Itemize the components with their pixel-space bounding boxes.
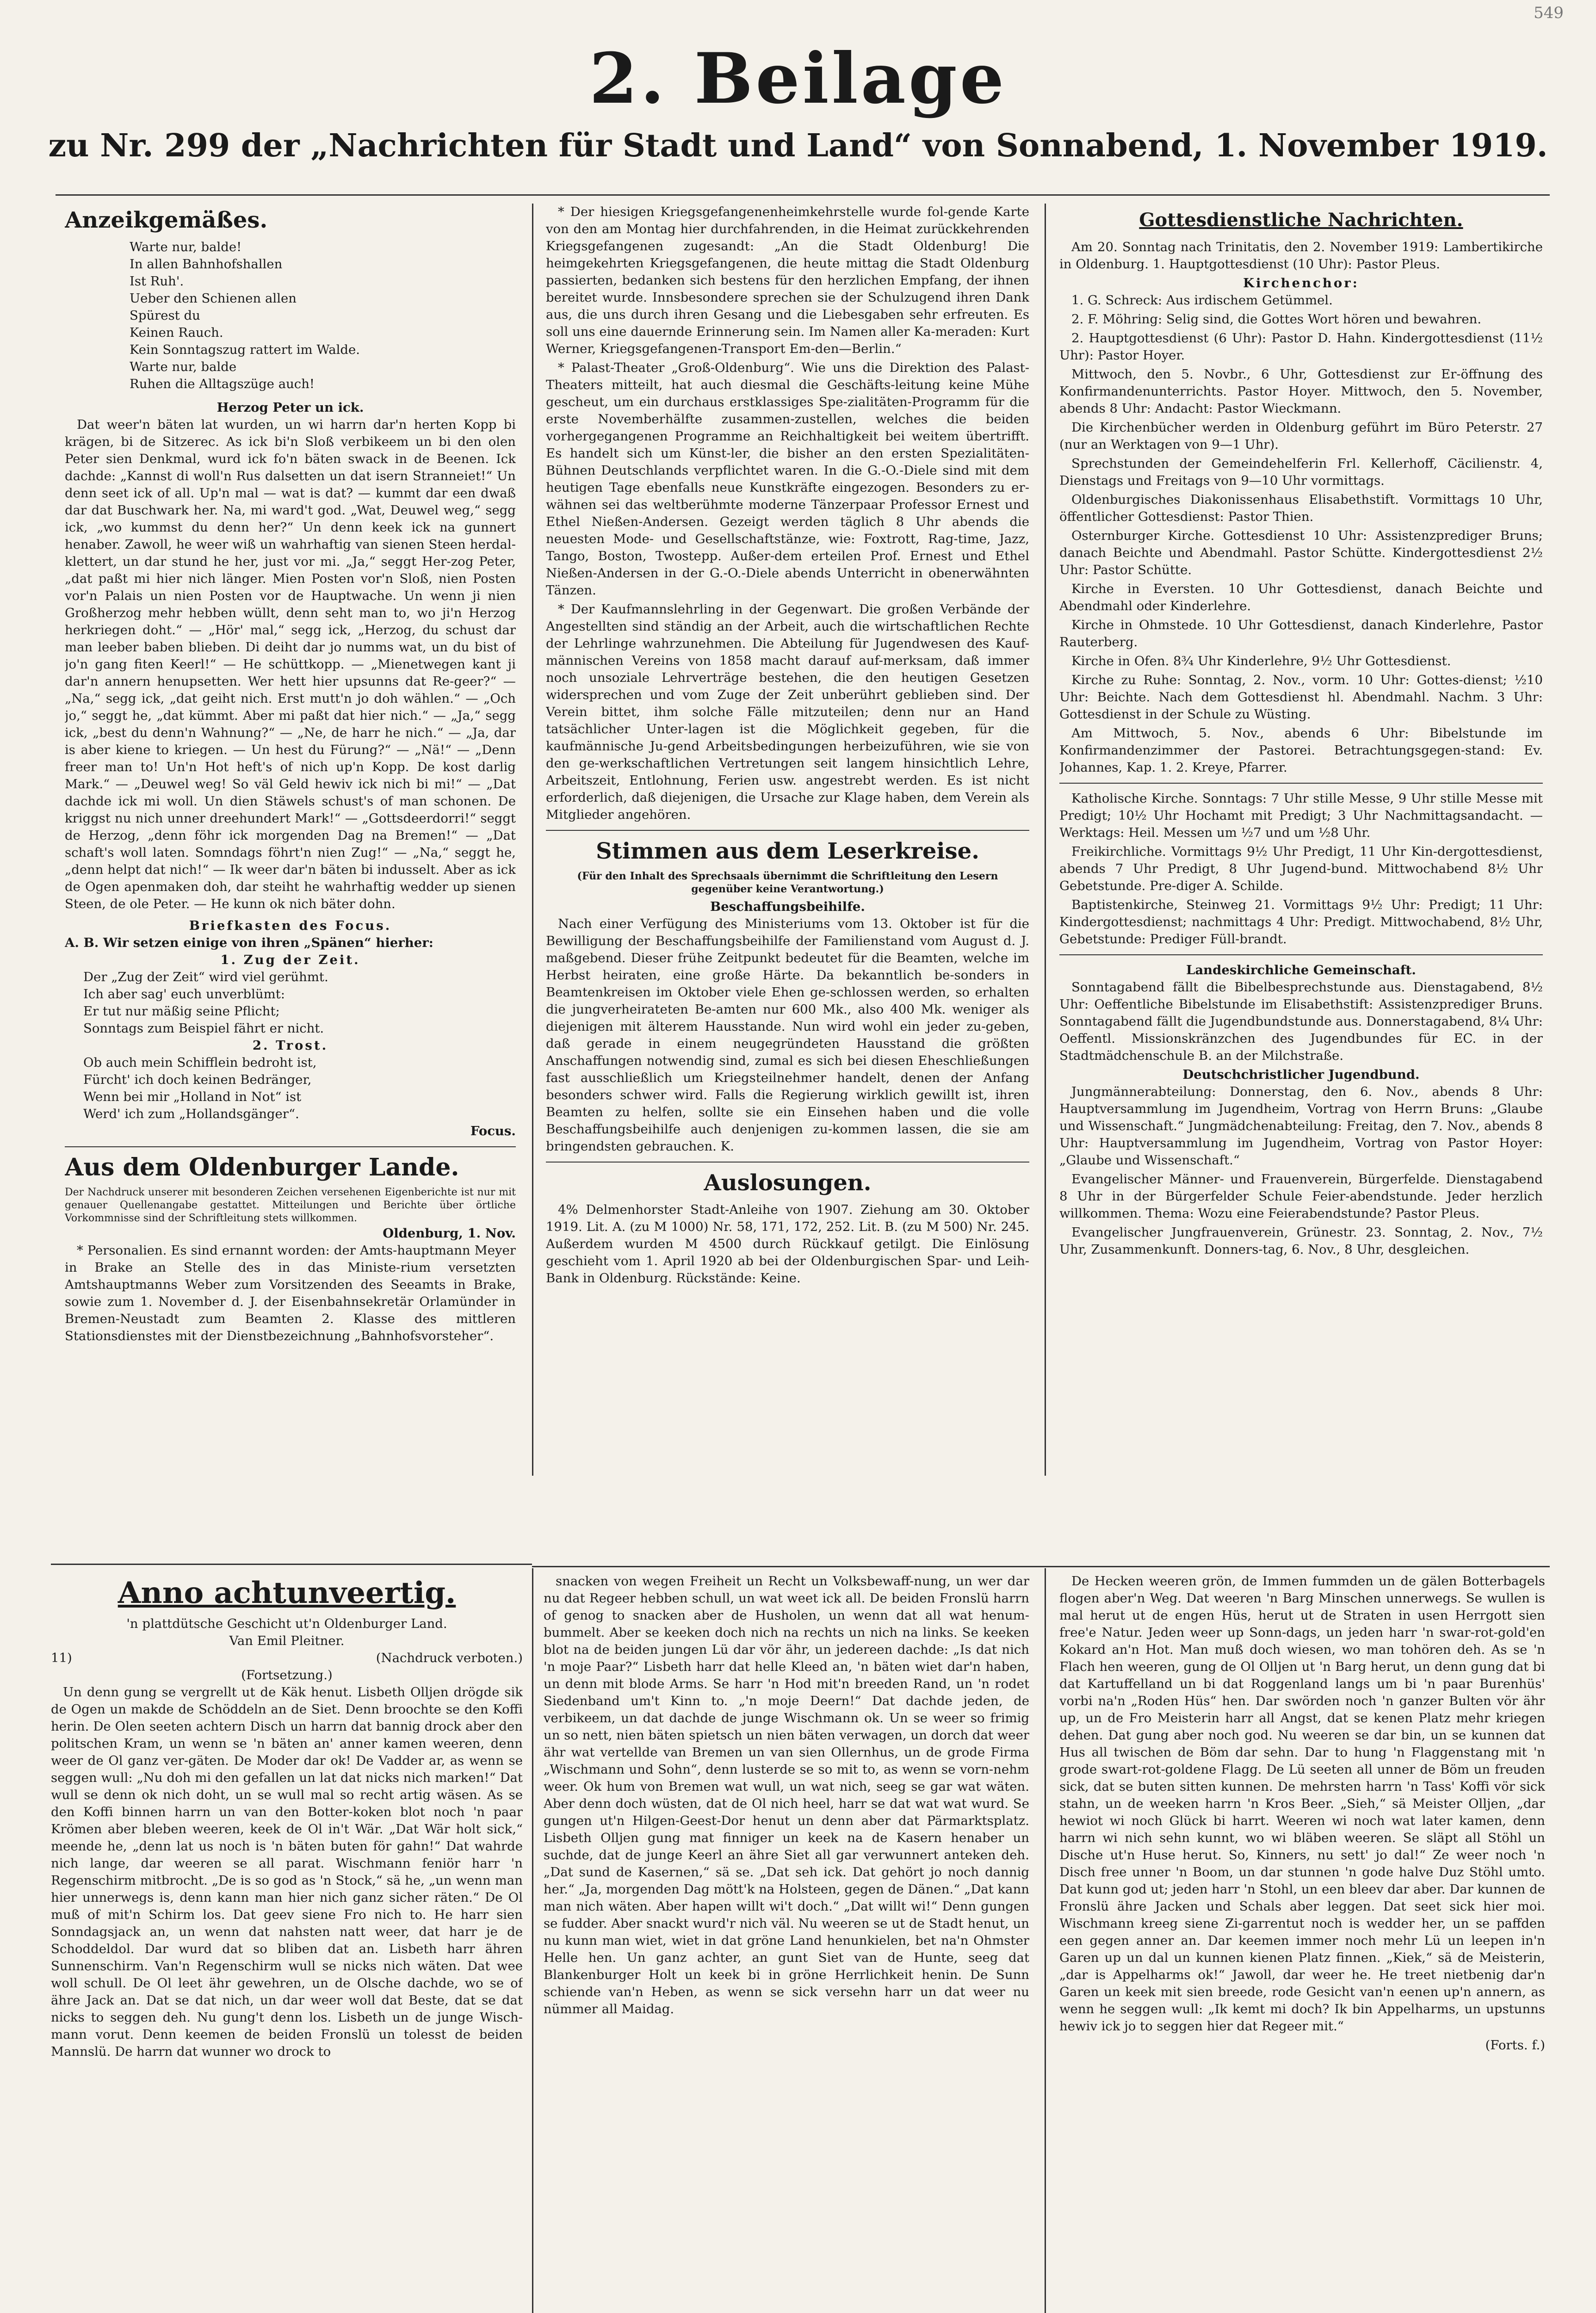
copyright-notice: (Nachdruck verboten.): [376, 1651, 523, 1665]
beschaffung-title: Beschaffungsbeihilfe.: [710, 899, 865, 914]
reprint-notice: Der Nachdruck unserer mit besonderen Zeichen versehenen Eigenberichte ist nur mit genauer Quellenangabe gestattet. Mitteilungen und Berichte über örtliche Vorkommnisse sind der Schriftleitung stets willkommen.: [65, 1187, 516, 1224]
poem-line: Sonntags zum Beispiel fährt er nicht.: [83, 1021, 324, 1036]
jugendbund-title: Deutschchristlicher Jugendbund.: [1182, 1067, 1420, 1082]
church-entry: Kirche zu Ruhe: Sonntag, 2. Nov., vorm. 10 Uhr: Gottes-dienst; ½10 Uhr: Beichte. Nach dem Gottesdienst hl. Abendmahl. Nachm. 3 Uhr: Gottesdienst in der Schule zu Wüsting.: [1059, 673, 1543, 722]
poem-line: Ob auch mein Schifflein bedroht ist,: [83, 1055, 317, 1070]
kirchenchor-title: Kirchenchor:: [1243, 276, 1359, 291]
poem-line: Warte nur, balde: [130, 359, 237, 374]
church-entry: Kirche in Ofen. 8¾ Uhr Kinderlehre, 9½ Uhr Gottesdienst.: [1071, 654, 1451, 668]
poem-line: Kein Sonntagszug rattert im Walde.: [130, 342, 360, 357]
baptistenkirche: Baptistenkirche, Steinweg 21. Vormittags 9½ Uhr: Predigt; 11 Uhr: Kindergottesdienst; nachmittags 4 Uhr: Predigt. Mittwochabend, 8½ Uhr, Gebetstunde: Prediger Füll-brandt.: [1059, 897, 1543, 946]
dateline: Oldenburg, 1. Nov.: [383, 1226, 516, 1241]
poem-line: Warte nur, balde!: [130, 240, 242, 254]
novel-subtitle: 'n plattdütsche Geschicht ut'n Oldenburger Land.: [126, 1616, 447, 1631]
to-be-continued: (Forts. f.): [1485, 2038, 1545, 2053]
poem-line: Er tut nur mäßig seine Pflicht;: [83, 1004, 280, 1019]
novel-title: Anno achtunveertig.: [118, 1576, 456, 1610]
novel-meta: [51, 1650, 523, 1667]
divider: [65, 1146, 516, 1147]
kriegsgefangene-text: * Der hiesigen Kriegsgefangenenheimkehrstelle wurde fol-gende Karte von den am Montag hier durchfahrenden, in die Heimat zurückkehrenden Kriegsgefangenen zugesandt: „An die Stadt Oldenburg! Die heimgekehrten Kriegsgefangenen, die heute mittag die Stadt Oldenburg passierten, bedanken sich bestens für den herzlichen Empfang, der ihnen bereitet wurde. Innsbesondere sprechen sie der Schulzugend ihren Dank aus, die uns durch ihren Gesang und die Liebesgaben sehr erfreuten. Es soll uns eine dauernde Erinnerung sein. Im Namen aller Ka-meraden: Kurt Werner, Kriegsgefangenen-Transport Em-den—Berlin.“: [546, 204, 1029, 356]
novel-text-1: Un denn gung se vergrellt ut de Käk henut. Lisbeth Olljen drögde sik de Ogen un makde de Schöddeln an de Siet. Denn broochte se den Koffi herin. De Olen seeten achtern Disch un harrn dat bannig drock aber den politschen Kram, un wenn se 'n bäten an' anner kamen weeren, denn weer de Ol ganz ver-gäten. De Moder dar ok! De Vadder ar, as wenn se seggen wull: „Nu doh mi den gefallen un lat dat nicks nich marken!“ Dat wull se denn ok nich doht, un se wull mal so recht artig wäsen. As se den Koffi binnen harrn un van den Botter-koken blot noch 'n paar Krömen aber bleben weeren, keek de Ol in't Wär. „Dat Wär holt sick,“ meende he, „denn lat us noch is 'n bäten buten för gahn!“ Dat wahrde nich lange, dar weeren se all parat. Wischmann feniör harr 'n Regenschirm mitbrocht. „De is so god as 'n Stock,“ sä he, „un wenn man hier unnerwegs is, denn kann man hier nich ganz sicher räten.“ De Ol muß of mit'n Schirm los. Dat geev siene Fro nich to. He harr sien Sonndagsjack an, un wenn dat nahsten natt weer, dat harr je de Schoddeldol. Dar wurd dat so bliben dat an. Lisbeth harr ähren Sunnenschirm. Van'n Regenschirm wull se nicks nich wäten. Dat wee woll schull. De Ol leet ähr gewehren, un de Olsche dachde, wo se of ähre Jack an. Dat se dat nich, un dar weer woll dat Beste, dat se dat nicks to seggen deh. Nu gung't denn los. Lisbeth un de junge Wisch-mann vorut. Denn keemen de beiden Fronslü un tolesst de beiden Mannslü. De harrn dat wunner wo drock to: [51, 1685, 523, 2059]
poem-line: Keinen Rauch.: [130, 325, 223, 340]
item1-title: 1. Zug der Zeit.: [220, 952, 360, 967]
supplement-title: 2. Beilage: [589, 38, 1007, 119]
freikirche: Freikirchliche. Vormittags 9½ Uhr Predigt, 11 Uhr Kin-dergottesdienst, abends 7 Uhr Predigt, 8 Uhr Jugend-bund. Mittwochabend 8½ Uhr Gebetstunde. Pre-diger A. Schilde.: [1059, 844, 1543, 893]
jugendbund-text: Jungmännerabteilung: Donnerstag, den 6. Nov., abends 8 Uhr: Hauptversammlung im Jugendheim, Vortrag von Herrn Bruns: „Glaube und Wissenschaft.“ Jungmädchenabteilung: Freitag, den 7. Nov., abends 8 Uhr: Hauptversammlung im Jugendheim, Vortrag von Pastor Hoyer: „Glaube und Wissenschaft.“: [1059, 1084, 1543, 1168]
section-rule-novel-right: [532, 1566, 1550, 1567]
section-title-oldenburger-lande: Aus dem Oldenburger Lande.: [65, 1153, 459, 1181]
divider: [1059, 954, 1543, 955]
katholische-kirche: Katholische Kirche. Sonntags: 7 Uhr stille Messe, 9 Uhr stille Messe mit Predigt; 10½ Uhr Hochamt mit Predigt; 3 Uhr Nachmittagsandacht. — Werktags: Heil. Messen um ½7 und um ½8 Uhr.: [1059, 791, 1543, 840]
gottesdienst-intro: Am 20. Sonntag nach Trinitatis, den 2. November 1919: Lambertikirche in Oldenburg. 1. Hauptgottesdienst (10 Uhr): Pastor Pleus.: [1059, 240, 1543, 272]
page-number-mark: 549: [1534, 4, 1564, 22]
novel-author: Van Emil Pleitner.: [229, 1633, 345, 1648]
signature: Focus.: [470, 1124, 516, 1138]
church-entry: Sprechstunden der Gemeindehelferin Frl. Kellerhoff, Cäcilienstr. 4, Dienstags und Freitags von 9—10 Uhr vormittags.: [1059, 456, 1543, 488]
poem-line: In allen Bahnhofshallen: [130, 257, 283, 272]
sprechsaal-notice: (Für den Inhalt des Sprechsaals übernimmt die Schriftleitung den Lesern gegenüber keine Verantwortung.): [577, 870, 998, 895]
column-1: [65, 204, 516, 1466]
church-entry: Kirche in Ohmstede. 10 Uhr Gottesdienst, danach Kinderlehre, Pastor Rauterberg.: [1059, 618, 1543, 649]
column-rule-3: [532, 1568, 533, 2313]
item2-title: 2. Trost.: [252, 1038, 328, 1053]
supplement-subtitle: zu Nr. 299 der „Nachrichten für Stadt und Land“ von Sonnabend, 1. November 1919.: [48, 127, 1548, 164]
church-entry: Oldenburgisches Diakonissenhaus Elisabethstift. Vormittags 10 Uhr, öffentlicher Gottesdienst: Pastor Thien.: [1059, 492, 1543, 524]
column-3: [1059, 204, 1543, 1466]
palast-theater-text: * Palast-Theater „Groß-Oldenburg“. Wie uns die Direktion des Palast-Theaters mitteilt, hat auch diesmal die Geschäfts-leitung keine Mühe gescheut, um ein durchaus erstklassiges Spe-zialitäten-Programm für die erste Novemberhälfte zusammen-zustellen, welches die beiden vorhergegangenen Programme an Reichhaltigkeit bei weitem übertrifft. Es handelt sich um Künst-ler, die bisher an den ersten Spezialitäten-Bühnen Deutschlands verpflichtet waren. In die G.-O.-Diele sind mit dem heutigen Tage ebenfalls neue Kunstkräfte eingezogen. Besonders zu er-wähnen sei das weltberühmte moderne Tänzerpaar Professor Ernest und Ethel Nießen-Andersen. Gezeigt werden täglich 8 Uhr abends die neuesten Mode- und Gesellschaftstänze, wie: Foxtrott, Rag-time, Jazz, Tango, Boston, Twostepp. Außer-dem erteilen Prof. Ernest und Ethel Nießen-Andersen in der G.-O.-Diele abends Unterricht in obenerwähnten Tänzen.: [546, 360, 1029, 598]
story-text: Dat weer'n bäten lat wurden, un wi harrn dar'n herten Kopp bi krägen, bi de Sitzerec. As ick bi'n Sloß verbikeem un bi den olen Peter sien Denkmal, wurd ick fo'n bäten swack in de Beenen. Ick dachde: „Kannst di woll'n Rus dalsetten un dat isern Stranneiet!“ Un denn seet ick of all. Up'n mal — wat is dat? — kummt dar een dwaß dar dat Buschwark her. Na, mi ward't god. „Wat, Deuwel weg,“ segg ick, „wo kummst du denn her?“ Un denn keek ick na gunnert henaber. Zawoll, he weer wiß un wahrhaftig van sienen Steen herdal-klettert, un dar stund he her, just vor mi. „Ja,“ seggt Her-zog Peter, „dat paßt mi hier nich länger. Mien Posten vor'n Sloß, nien Posten vor'n Palais un nien Posten vor de Hauptwache. Un wenn ji nien Großherzog mehr hebben wüllt, denn seht man to, wo ji'n Herzog herkriegen doht.“ — „Hör' mal,“ segg ick, „Herzog, du schust dar man leeber baben blieben. Di deiht dar jo numms wat, un du bist of jo'n gang fiten Keerl!“ — He schüttkopp. — „Mienetwegen kant ji dar'n annern henupsetten. Wer hett hier upsunns dat Re-geer?“ — „Na,“ segg ick, „dat geiht nich. Erst mutt'n jo doh wählen.“ — „Och jo,“ seggt he, „dat kümmt. Aber mi paßt dat hier nich.“ — „Ja,“ segg ick, „best du denn'n Wahnung?“ — „Ne, de harr he nich.“ — „Ja, dar is aber kiene to kriegen. — Un hest du Fürung?“ — „Nä!“ — „Denn freer man to! Un'n Hot heft's of nich up'n Kopp. De kost darlig Mark.“ — „Deuwel weg! So väl Geld hewiv ick nich bi mi!“ — „Dat dachde ick mi woll. Un dien Stäwels schust's of man schonen. De kriggst nu nich unner dreehundert Mark!“ — „Gottsdeerdorri!“ seggt de Herzog, „denn föhr ick morgenden Dag na Bremen!“ — „Dat schaft's woll laten. Somndags föhrt'n nien Zug!“ — „Na,“ seggt he, „denn helpt dat nich!“ — Ik weer dar'n bäten bi indusselt. Aber as ick de Ogen apenmaken doh, dar steiht he wahrhaftig wedder up sienen Steen, de ole Peter. — He kunn ok nich bäter dohn.: [65, 417, 516, 911]
church-entry: Die Kirchenbücher werden in Oldenburg geführt im Büro Peterstr. 27 (nur an Werktagen von 9—1 Uhr).: [1059, 420, 1543, 452]
column-rule-1: [532, 204, 533, 1476]
church-entry: 2. Hauptgottesdienst (6 Uhr): Pastor D. Hahn. Kindergottesdienst (11½ Uhr): Pastor Hoyer.: [1059, 331, 1543, 363]
poem-line: Der „Zug der Zeit“ wird viel gerühmt.: [83, 970, 328, 984]
section-title-stimmen: Stimmen aus dem Leserkreise.: [596, 838, 979, 864]
column-2: [546, 204, 1029, 1466]
novel-column-1: [51, 1573, 523, 2313]
beschaffung-text: Nach einer Verfügung des Ministeriums vom 13. Oktober ist für die Bewilligung der Beschaffungsbeihilfe der Familienstand vom August d. J. maßgebend. Dieser frühe Zeitpunkt bedeutet für die Beamten, welche im Herbst heiraten, eine große Härte. Da bekanntlich be-sonders in Beamtenkreisen im Oktober viele Ehen ge-schlossen werden, so erhalten die jungverheirateten Be-amten nur 600 Mk., also 400 Mk. weniger als diejenigen mit älterem Hausstande. Nun wird wohl ein jeder zu-geben, daß gerade in einem neugegründeten Hausstand die größten Anschaffungen notwendig sind, zumal es sich bei diesen Eheschließungen fast ausschließlich um Kriegsteilnehmer handelt, denen der Anfang besonders schwer wird. Falls die Regierung wirklich gewillt ist, ihren Beamten zu helfen, sollte sie ein Einsehen haben und die volle Beschaffungsbeihilfe auch denjenigen zu-kommen lassen, die sie am bringendsten gebrauchen. K.: [546, 916, 1029, 1154]
church-entry: Osternburger Kirche. Gottesdienst 10 Uhr: Assistenzprediger Bruns; danach Beichte und Abendmahl. Pastor Schütte. Kindergottesdienst 2½ Uhr: Pastor Schütte.: [1059, 528, 1543, 577]
poem-line: Ist Ruh'.: [130, 274, 184, 289]
article-title-anzeikgemaess: Anzeikgemäßes.: [65, 207, 268, 233]
poem-line: Ruhen die Alltagszüge auch!: [130, 377, 315, 391]
church-entry: Am Mittwoch, 5. Nov., abends 6 Uhr: Bibelstunde im Konfirmandenzimmer der Pastorei. Betrachtungsgegen-stand: Ev. Johannes, Kap. 1. 2. Kreye, Pfarrer.: [1059, 726, 1543, 775]
landeskirchlich-title: Landeskirchliche Gemeinschaft.: [1186, 963, 1416, 977]
novel-column-2: [544, 1573, 1029, 2313]
auslosung-text: 4% Delmenhorster Stadt-Anleihe von 1907. Ziehung am 30. Oktober 1919. Lit. A. (zu M 1000) Nr. 58, 171, 172, 252. Lit. B. (zu M 500) Nr. 245. Außerdem wurden M 4500 durch Rückkauf getilgt. Die Einlösung geschieht vom 1. April 1920 ab bei der Oldenburgischen Spar- und Leih-Bank in Oldenburg. Rückstände: Keine.: [546, 1202, 1029, 1286]
briefkasten-title: Briefkasten des Focus.: [189, 918, 392, 933]
divider: [546, 1162, 1029, 1163]
story-title: Herzog Peter un ick.: [217, 400, 364, 415]
landeskirchlich-text: Sonntagabend fällt die Bibelbesprechstunde aus. Dienstagabend, 8½ Uhr: Oeffentliche Bibelstunde im Elisabethstift: Assistenzprediger Bruns. Sonntagabend fällt die Jugendbundstunde aus. Donnerstagabend, 8¼ Uhr: Oeffentl. Missionskränzchen des Jugendbundes für EC. in der Stadtmädchenschule B. an der Milchstraße.: [1059, 980, 1543, 1063]
kirchenchor-item: 2. F. Möhring: Selig sind, die Gottes Wort hören und bewahren.: [1071, 312, 1482, 327]
installment-number: 11): [51, 1651, 72, 1665]
poem: [130, 239, 516, 393]
continuation-note: (Fortsetzung.): [241, 1668, 333, 1682]
poem-line: Spürest du: [130, 308, 200, 323]
briefkasten-intro: A. B. Wir setzen einige von ihren „Spänen“ hierher:: [65, 935, 433, 950]
section-title-gottesdienst: Gottesdienstliche Nachrichten.: [1139, 209, 1463, 231]
novel-text-2: snacken von wegen Freiheit un Recht un Volksbewaff-nung, un wer dar nu dat Regeer hebben schull, un wat weet ick all. De beiden Fronslü harrn of genog to snacken aber de Husholen, un wenn dat all wat henum-bummelt. Aber se keeken doch nich na rechts un nich na links. Se keeken blot na de beiden jungen Lü dar vör ähr, un jedereen dachde: „Is dat nich 'n moje Paar?“ Lisbeth harr dat helle Kleed an, 'n bäten wiet dar'n haben, un denn mit blode Arms. Se harr 'n Hod mit'n breeden Rand, un 'n rodet Siedenband um't Kinn to. „'n moje Deern!“ Dat dachde jeden, de verbikeem, un dat dachde de junge Wischmann ok. Un se weer so frimig un so nett, nien bäten spietsch un nien bäten verwagen, un dorch dat weer ähr wat vertellde van Bremen un van sien Ollernhus, un de grode Firma „Wischmann und Sohn“, denn lusterde se so mit to, as wenn se vorn-nehm weer. Ok hum von Bremen wat wull, un wat nich, seeg se gar wat wäten. Aber denn doch wüsten, dat de Ol nich heel, harr se dat wat wat wurd. Se gungen ut'n Hilgen-Geest-Dor henut un denn aber dat Pärmarktsplatz. Lisbeth Olljen gung mat finniger un keek na de Kasern henaber un suchde, dat de junge Keerl an ähre Siet all gar verwunnert anteken deh. „Dat sund de Kasernen,“ sä se. „Dat seh ick. Dat gehört jo noch dannig her.“ „Ja, morgenden Dag mött'k na Holsteen, gegen de Dänen.“ „Dat kann man nich wäten. Aber hapen willt wi't doch.“ „Dat willt wi!“ Denn gungen se fudder. Aber snackt wurd'r nich väl. Nu weeren se ut de Stadt henut, un nu kunn man wiet, wiet in dat gröne Land henunkielen, bet na'n Ohmster Helle hen. Un ganz achter, an gunt Siet van de Hunte, seeg dat Blankenburger Holt un keek bi in gröne Herrlichkeit henin. De Sunn schiende van'n Heben, as wenn se sick versehn harr un dat weer nu nümmer all Maidag.: [544, 1574, 1029, 2016]
novel-column-3: [1059, 1573, 1545, 2313]
poem-line: Ich aber sag' euch unverblümt:: [83, 987, 285, 1002]
section-title-auslosungen: Auslosungen.: [704, 1170, 872, 1196]
poem-line: Fürcht' ich doch keinen Bedränger,: [83, 1072, 312, 1087]
poem-line: Ueber den Schienen allen: [130, 291, 297, 306]
church-entry: Kirche in Eversten. 10 Uhr Gottesdienst, danach Beichte und Abendmahl oder Kinderlehre.: [1059, 581, 1543, 613]
masthead: [0, 38, 1596, 167]
item2-poem: [83, 1054, 516, 1123]
kirchenchor-item: 1. G. Schreck: Aus irdischem Getümmel.: [1071, 293, 1333, 308]
poem-line: Werd' ich zum „Hollandsgänger“.: [83, 1107, 299, 1121]
divider: [1059, 783, 1543, 784]
column-rule-2: [1045, 204, 1046, 1476]
masthead-rule: [56, 194, 1550, 196]
poem-line: Wenn bei mir „Holland in Not“ ist: [83, 1089, 302, 1104]
personalien-text: * Personalien. Es sind ernannt worden: der Amts-hauptmann Meyer in Brake an Stelle des in das Ministe-rium versetzten Amtshauptmanns Weber zum Vorsitzenden des Seeamts in Brake, sowie zum 1. November d. J. der Eisenbahnsekretär Orlamünder in Bremen-Neustadt zum Beamten 2. Klasse des mittleren Stationsdienstes mit der Dienstbezeichnung „Bahnhofsvorsteher“.: [65, 1243, 516, 1343]
church-entry: Mittwoch, den 5. Novbr., 6 Uhr, Gottesdienst zur Er-öffnung des Konfirmandenunterrichts. Pastor Hoyer. Mittwoch, den 5. November, abends 8 Uhr: Andacht: Pastor Wieckmann.: [1059, 367, 1543, 416]
section-rule-novel-left: [51, 1564, 532, 1565]
item1-poem: [83, 969, 516, 1037]
kaufmannslehrling-text: * Der Kaufmannslehrling in der Gegenwart. Die großen Verbände der Angestellten sind ständig an der Arbeit, auch die wirtschaftlichen Rechte der Lehrlinge wahrzunehmen. Die Abteilung für Jugendwesen des Kauf-männischen Vereins von 1858 macht darauf auf-merksam, daß immer noch unsoziale Lehrverträge bestehen, die den heutigen Gesetzen widersprechen und vom Zuge der Zeit unberührt geblieben sind. Der Verein bittet, ihm solche Fälle mitzuteilen; denn nur an Hand tatsächlicher Unter-lagen ist die Möglichkeit gegeben, für die kaufmännische Ju-gend Arbeitsbedingungen herbeizuführen, wie sie von den ge-werkschaftlichen Vertretungen seit langem hinsichtlich Lehre, Arbeitszeit, Entlohnung, Ferien usw. angestrebt werden. Es ist nicht erforderlich, daß diejenigen, die Ursache zur Klage haben, dem Verein als Mitglieder angehören.: [546, 602, 1029, 822]
maennerverein-text: Evangelischer Männer- und Frauenverein, Bürgerfelde. Dienstagabend 8 Uhr in der Bürgerfelder Schule Feier-abendstunde. Jeder herzlich willkommen. Thema: Wozu eine Feierabendstunde? Pastor Pleus.: [1059, 1172, 1543, 1221]
jungfrauenverein-text: Evangelischer Jungfrauenverein, Grünestr. 23. Sonntag, 2. Nov., 7½ Uhr, Zusammenkunft. Donners-tag, 6. Nov., 8 Uhr, desgleichen.: [1059, 1225, 1543, 1257]
divider: [546, 830, 1029, 831]
column-rule-4: [1045, 1568, 1046, 2313]
novel-text-3: De Hecken weeren grön, de Immen fummden un de gälen Botterbagels flogen aber'n Weg. Dat weeren 'n Barg Minschen unnerwegs. Se wullen is mal herut ut de engen Hüs, herut ut de Straten in usen Herrgott sien free'e Natur. Jeden weer up Sonn-dags, un jeden harr 'n swar-rot-gold'en Kokard an'n Hot. Man muß doch wiesen, wo man tohören deh. As se 'n Flach hen weeren, gung de Ol Olljen ut 'n Barg herut, un denn gung dat bi dat Kartuffelland un bi dat Roggenland langs um bi 'n paar Burenhüs' vorbi na'n „Roden Hüs“ hen. Dar swörden noch 'n ganzer Bulten vör ähr up, un de Fro Meisterin harr all Angst, dat se kenen Platz mehr kriegen dehen. Dat gung aber noch god. Nu weeren se dar bin, un se kunnen dat Hus all twischen de Böm dar sehn. Dar to hung 'n Flaggenstang mit 'n grode swart-rot-goldene Flagg. De Lü seeten all unner de Böm un freuden sick, dat se buten sitten kunnen. De mehrsten harrn 'n Tass' Koffi vör sick stahn, un de weeken harrn 'n Kros Beer. „Sieh,“ sä Meister Olljen, „dar hewiot wi noch Glück bi harrt. Weeren wi noch wat later kamen, denn harrn wi nich sehn kunnt, wo wi bläben weeren. Se släpt all Stöhl un Dische ut'n Huse herut. So, Kinners, nu sett' jo dal!“ Ze weer noch 'n Disch free unner 'n Boom, un dar stunnen 'n gode halve Duz Stöhl umto. Dat kunn god ut; jeden harr 'n Stohl, un een bleev dar aber. Dar kunnen de Fronslü ähre Jacken und Schals aber leggen. Dat seet sick hier moi. Wischmann kreeg siene Zi-garrentut noch is wedder her, un se paffden een gegen anner an. Dar keemen immer noch mehr Lü un leepen in'n Garen up un dal un kunnen kienen Platz finnen. „Kiek,“ sä de Meisterin, „dar is Appelharms ok!“ Jawoll, dar weer he. He treet nietbenig dar'n Garen un keek mit sien breede, rode Gesicht van'n eenen up'n annern, as wenn he seggen wull: „Ik kemt mi doch? Ik bin Appelharms, un upstunns hewiv ick jo to seggen hier dat Regeer mit.“: [1059, 1574, 1545, 2034]
